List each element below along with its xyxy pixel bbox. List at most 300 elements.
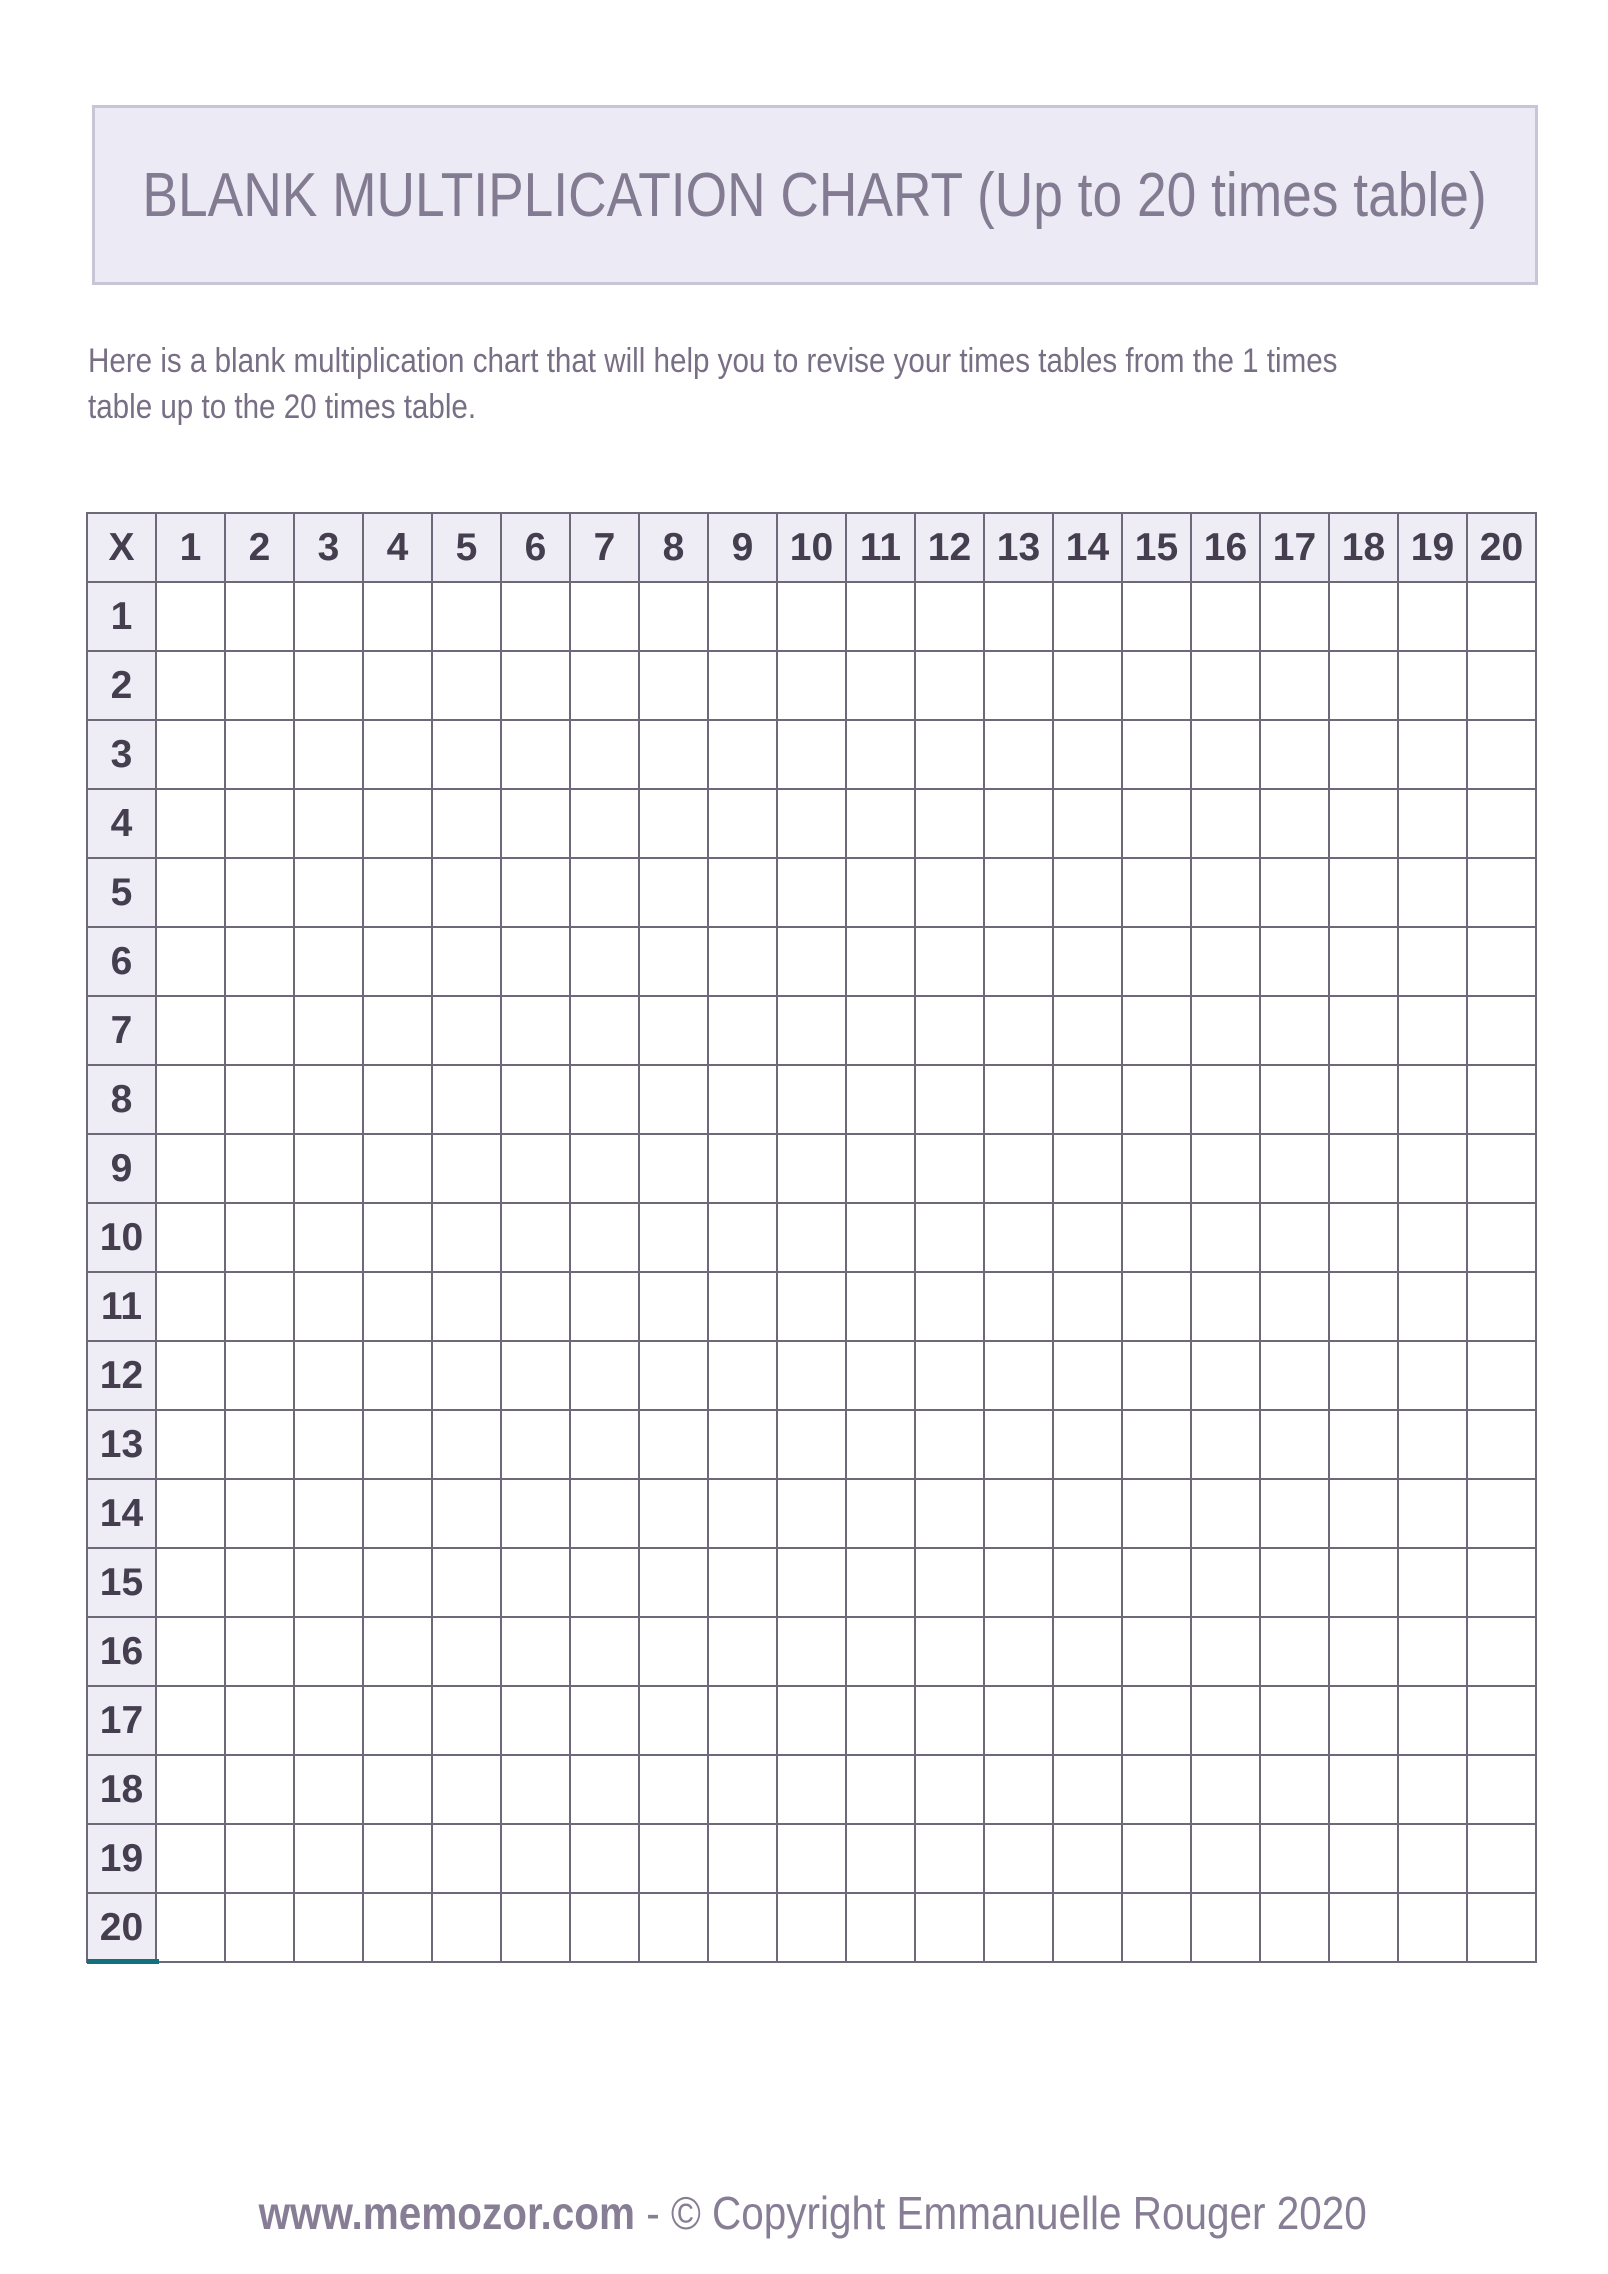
grid-cell bbox=[1053, 1686, 1122, 1755]
grid-cell bbox=[846, 1755, 915, 1824]
row-header-cell: 20 bbox=[87, 1893, 156, 1962]
grid-cell bbox=[363, 1479, 432, 1548]
grid-cell bbox=[570, 927, 639, 996]
grid-cell bbox=[639, 1755, 708, 1824]
grid-cell bbox=[1467, 1548, 1536, 1617]
grid-cell bbox=[984, 1893, 1053, 1962]
row-header-cell: 14 bbox=[87, 1479, 156, 1548]
grid-cell bbox=[294, 1410, 363, 1479]
grid-cell bbox=[1260, 1824, 1329, 1893]
grid-cell bbox=[1122, 720, 1191, 789]
grid-cell bbox=[363, 1893, 432, 1962]
grid-cell bbox=[846, 1824, 915, 1893]
footer-copyright: © Copyright Emmanuelle Rouger 2020 bbox=[671, 2187, 1368, 2239]
grid-cell bbox=[1329, 1824, 1398, 1893]
grid-cell bbox=[1260, 927, 1329, 996]
grid-cell bbox=[1260, 582, 1329, 651]
grid-cell bbox=[1398, 1755, 1467, 1824]
grid-cell bbox=[1191, 1134, 1260, 1203]
grid-cell bbox=[501, 1755, 570, 1824]
footer-site-text: www.memozor.com bbox=[258, 2187, 636, 2239]
grid-cell bbox=[708, 1203, 777, 1272]
grid-cell bbox=[225, 1893, 294, 1962]
grid-cell bbox=[294, 1548, 363, 1617]
grid-cell bbox=[708, 651, 777, 720]
grid-cell bbox=[363, 720, 432, 789]
grid-cell bbox=[639, 651, 708, 720]
footer-text bbox=[259, 2186, 1367, 2240]
grid-cell bbox=[1122, 1824, 1191, 1893]
grid-cell bbox=[915, 858, 984, 927]
col-header-cell: 9 bbox=[708, 513, 777, 582]
header-row bbox=[87, 513, 1536, 582]
grid-cell bbox=[363, 1617, 432, 1686]
grid-cell bbox=[1398, 582, 1467, 651]
table-row bbox=[87, 1272, 1536, 1341]
grid-cell bbox=[1260, 1893, 1329, 1962]
grid-cell bbox=[846, 1134, 915, 1203]
grid-cell bbox=[225, 1479, 294, 1548]
grid-cell bbox=[1329, 1203, 1398, 1272]
grid-cell bbox=[708, 1824, 777, 1893]
grid-cell bbox=[708, 789, 777, 858]
grid-cell bbox=[639, 1617, 708, 1686]
grid-cell bbox=[156, 1755, 225, 1824]
table-row bbox=[87, 720, 1536, 789]
grid-cell bbox=[777, 1203, 846, 1272]
grid-cell bbox=[570, 1065, 639, 1134]
grid-cell bbox=[915, 1065, 984, 1134]
col-header-cell: 14 bbox=[1053, 513, 1122, 582]
grid-cell bbox=[777, 1341, 846, 1410]
grid-cell bbox=[915, 1479, 984, 1548]
grid-cell bbox=[570, 789, 639, 858]
grid-cell bbox=[984, 1548, 1053, 1617]
grid-cell bbox=[1260, 720, 1329, 789]
grid-cell bbox=[363, 582, 432, 651]
grid-cell bbox=[570, 720, 639, 789]
grid-cell bbox=[432, 1548, 501, 1617]
grid-cell bbox=[1398, 651, 1467, 720]
row-header-cell: 12 bbox=[87, 1341, 156, 1410]
grid-cell bbox=[1053, 1272, 1122, 1341]
grid-cell bbox=[156, 1617, 225, 1686]
table-row bbox=[87, 1134, 1536, 1203]
grid-cell bbox=[1329, 789, 1398, 858]
row-header-cell: 17 bbox=[87, 1686, 156, 1755]
grid-cell bbox=[708, 858, 777, 927]
grid-cell bbox=[708, 720, 777, 789]
grid-cell bbox=[915, 789, 984, 858]
grid-cell bbox=[1398, 996, 1467, 1065]
grid-cell bbox=[225, 858, 294, 927]
grid-cell bbox=[639, 1272, 708, 1341]
grid-cell bbox=[777, 720, 846, 789]
grid-cell bbox=[1398, 1686, 1467, 1755]
col-header-cell: 4 bbox=[363, 513, 432, 582]
grid-cell bbox=[501, 1272, 570, 1341]
row-header-cell: 6 bbox=[87, 927, 156, 996]
grid-cell bbox=[639, 927, 708, 996]
grid-cell bbox=[432, 582, 501, 651]
grid-cell bbox=[1467, 1686, 1536, 1755]
grid-cell bbox=[915, 582, 984, 651]
grid-cell bbox=[432, 1410, 501, 1479]
grid-cell bbox=[1398, 1548, 1467, 1617]
page-title: BLANK MULTIPLICATION CHART (Up to 20 times table) bbox=[142, 160, 1488, 230]
grid-cell bbox=[225, 1617, 294, 1686]
table-row bbox=[87, 1617, 1536, 1686]
grid-cell bbox=[1398, 1272, 1467, 1341]
grid-cell bbox=[708, 996, 777, 1065]
grid-cell bbox=[1122, 1134, 1191, 1203]
row-header-cell: 18 bbox=[87, 1755, 156, 1824]
grid-cell bbox=[1191, 1755, 1260, 1824]
table-row bbox=[87, 1065, 1536, 1134]
grid-cell bbox=[777, 1410, 846, 1479]
grid-cell bbox=[1122, 1410, 1191, 1479]
grid-cell bbox=[846, 927, 915, 996]
grid-cell bbox=[1260, 1755, 1329, 1824]
grid-cell bbox=[570, 651, 639, 720]
grid-cell bbox=[915, 1548, 984, 1617]
grid-cell bbox=[846, 1341, 915, 1410]
grid-cell bbox=[294, 1065, 363, 1134]
grid-cell bbox=[1122, 1755, 1191, 1824]
grid-cell bbox=[1191, 1686, 1260, 1755]
col-header-cell: 19 bbox=[1398, 513, 1467, 582]
grid-cell bbox=[1398, 1065, 1467, 1134]
grid-cell bbox=[777, 582, 846, 651]
grid-cell bbox=[639, 1893, 708, 1962]
grid-cell bbox=[1260, 1065, 1329, 1134]
grid-cell bbox=[1191, 1410, 1260, 1479]
grid-cell bbox=[777, 789, 846, 858]
grid-cell bbox=[294, 996, 363, 1065]
grid-cell bbox=[225, 996, 294, 1065]
grid-cell bbox=[984, 996, 1053, 1065]
grid-cell bbox=[225, 651, 294, 720]
row-header-cell: 11 bbox=[87, 1272, 156, 1341]
col-header-cell: 3 bbox=[294, 513, 363, 582]
grid-cell bbox=[156, 1548, 225, 1617]
grid-cell bbox=[1329, 651, 1398, 720]
grid-cell bbox=[570, 1134, 639, 1203]
grid-cell bbox=[294, 1755, 363, 1824]
grid-cell bbox=[501, 996, 570, 1065]
intro-text bbox=[88, 338, 1524, 430]
table-row bbox=[87, 1548, 1536, 1617]
grid-cell bbox=[294, 1272, 363, 1341]
grid-cell bbox=[846, 858, 915, 927]
grid-cell bbox=[1467, 1134, 1536, 1203]
grid-cell bbox=[501, 1617, 570, 1686]
table-row bbox=[87, 1410, 1536, 1479]
grid-cell bbox=[432, 858, 501, 927]
grid-cell bbox=[1329, 1341, 1398, 1410]
grid-cell bbox=[639, 1824, 708, 1893]
grid-cell bbox=[984, 1686, 1053, 1755]
grid-cell bbox=[846, 1272, 915, 1341]
grid-cell bbox=[639, 1548, 708, 1617]
grid-cell bbox=[1329, 1548, 1398, 1617]
grid-cell bbox=[1053, 1479, 1122, 1548]
grid-cell bbox=[1053, 1824, 1122, 1893]
grid-cell bbox=[225, 720, 294, 789]
grid-cell bbox=[777, 996, 846, 1065]
grid-cell bbox=[294, 1617, 363, 1686]
grid-cell bbox=[1467, 1065, 1536, 1134]
grid-cell bbox=[432, 1617, 501, 1686]
grid-cell bbox=[1260, 858, 1329, 927]
grid-cell bbox=[984, 858, 1053, 927]
grid-cell bbox=[363, 1203, 432, 1272]
grid-cell bbox=[708, 582, 777, 651]
row-header-cell: 15 bbox=[87, 1548, 156, 1617]
grid-cell bbox=[915, 1134, 984, 1203]
grid-cell bbox=[984, 927, 1053, 996]
grid-cell bbox=[1122, 582, 1191, 651]
grid-cell bbox=[363, 1410, 432, 1479]
grid-cell bbox=[570, 1479, 639, 1548]
grid-cell bbox=[156, 1410, 225, 1479]
footer bbox=[86, 2186, 1540, 2240]
grid-cell bbox=[570, 1548, 639, 1617]
grid-cell bbox=[1467, 1410, 1536, 1479]
grid-cell bbox=[984, 720, 1053, 789]
grid-cell bbox=[294, 582, 363, 651]
grid-cell bbox=[1122, 1686, 1191, 1755]
grid-cell bbox=[1122, 1617, 1191, 1686]
intro-line-1: Here is a blank multiplication chart that will help you to revise your times tables from the 1 times bbox=[88, 342, 1338, 380]
grid-cell bbox=[156, 1203, 225, 1272]
grid-cell bbox=[984, 1203, 1053, 1272]
grid-cell bbox=[1053, 1065, 1122, 1134]
grid-cell bbox=[846, 1410, 915, 1479]
grid-cell bbox=[1053, 1617, 1122, 1686]
grid-cell bbox=[432, 1755, 501, 1824]
col-header-cell: 5 bbox=[432, 513, 501, 582]
col-header-cell: 10 bbox=[777, 513, 846, 582]
row-header-cell: 1 bbox=[87, 582, 156, 651]
grid-cell bbox=[1467, 858, 1536, 927]
grid-cell bbox=[1122, 1479, 1191, 1548]
grid-cell bbox=[225, 1203, 294, 1272]
footer-separator: - bbox=[646, 2187, 661, 2239]
grid-cell bbox=[570, 1686, 639, 1755]
col-header-cell: 7 bbox=[570, 513, 639, 582]
grid-cell bbox=[501, 1410, 570, 1479]
grid-cell bbox=[1329, 1272, 1398, 1341]
grid-cell bbox=[984, 582, 1053, 651]
grid-cell bbox=[915, 1755, 984, 1824]
grid-cell bbox=[1398, 1410, 1467, 1479]
grid-cell bbox=[501, 858, 570, 927]
grid-cell bbox=[984, 1824, 1053, 1893]
grid-cell bbox=[225, 1410, 294, 1479]
row-header-cell: 9 bbox=[87, 1134, 156, 1203]
grid-cell bbox=[570, 582, 639, 651]
grid-cell bbox=[777, 1065, 846, 1134]
grid-cell bbox=[846, 1479, 915, 1548]
grid-cell bbox=[570, 1824, 639, 1893]
grid-cell bbox=[984, 1617, 1053, 1686]
grid-cell bbox=[294, 1341, 363, 1410]
grid-cell bbox=[432, 996, 501, 1065]
grid-cell bbox=[846, 651, 915, 720]
row-header-cell: 5 bbox=[87, 858, 156, 927]
grid-cell bbox=[1329, 1686, 1398, 1755]
grid-cell bbox=[1467, 789, 1536, 858]
corner-cell: X bbox=[87, 513, 156, 582]
table-row bbox=[87, 927, 1536, 996]
grid-cell bbox=[1053, 582, 1122, 651]
grid-cell bbox=[570, 996, 639, 1065]
table-accent-underline bbox=[87, 1959, 159, 1964]
grid-cell bbox=[639, 1134, 708, 1203]
grid-cell bbox=[363, 1065, 432, 1134]
grid-cell bbox=[639, 1479, 708, 1548]
grid-cell bbox=[294, 858, 363, 927]
grid-cell bbox=[915, 1686, 984, 1755]
grid-cell bbox=[777, 651, 846, 720]
grid-cell bbox=[156, 1134, 225, 1203]
grid-cell bbox=[708, 1341, 777, 1410]
table-row bbox=[87, 858, 1536, 927]
grid-cell bbox=[1467, 927, 1536, 996]
grid-cell bbox=[501, 1548, 570, 1617]
grid-cell bbox=[915, 1341, 984, 1410]
grid-cell bbox=[1329, 1065, 1398, 1134]
grid-cell bbox=[915, 1893, 984, 1962]
grid-cell bbox=[225, 927, 294, 996]
grid-cell bbox=[777, 1755, 846, 1824]
grid-cell bbox=[1191, 651, 1260, 720]
grid-cell bbox=[1467, 1824, 1536, 1893]
grid-cell bbox=[1191, 582, 1260, 651]
grid-cell bbox=[570, 1341, 639, 1410]
grid-cell bbox=[1398, 1893, 1467, 1962]
row-header-cell: 19 bbox=[87, 1824, 156, 1893]
row-header-cell: 10 bbox=[87, 1203, 156, 1272]
grid-cell bbox=[363, 927, 432, 996]
grid-cell bbox=[432, 1065, 501, 1134]
grid-cell bbox=[1329, 1755, 1398, 1824]
grid-cell bbox=[846, 996, 915, 1065]
grid-cell bbox=[846, 1617, 915, 1686]
grid-cell bbox=[501, 582, 570, 651]
grid-cell bbox=[1398, 720, 1467, 789]
grid-cell bbox=[846, 1548, 915, 1617]
grid-cell bbox=[777, 1617, 846, 1686]
grid-cell bbox=[708, 1272, 777, 1341]
grid-cell bbox=[294, 1203, 363, 1272]
grid-cell bbox=[156, 858, 225, 927]
grid-cell bbox=[984, 1272, 1053, 1341]
grid-cell bbox=[1260, 1134, 1329, 1203]
grid-cell bbox=[639, 720, 708, 789]
grid-cell bbox=[225, 1686, 294, 1755]
grid-cell bbox=[225, 1548, 294, 1617]
grid-cell bbox=[570, 858, 639, 927]
grid-cell bbox=[1467, 1617, 1536, 1686]
grid-cell bbox=[1467, 996, 1536, 1065]
intro-line-2: table up to the 20 times table. bbox=[88, 388, 477, 426]
grid-cell bbox=[294, 1893, 363, 1962]
grid-cell bbox=[1398, 927, 1467, 996]
grid-cell bbox=[1191, 1617, 1260, 1686]
grid-cell bbox=[846, 582, 915, 651]
col-header-cell: 8 bbox=[639, 513, 708, 582]
grid-cell bbox=[915, 927, 984, 996]
grid-cell bbox=[1329, 996, 1398, 1065]
grid-cell bbox=[432, 1203, 501, 1272]
grid-cell bbox=[1122, 1272, 1191, 1341]
grid-cell bbox=[639, 996, 708, 1065]
grid-cell bbox=[225, 1341, 294, 1410]
grid-cell bbox=[1122, 996, 1191, 1065]
grid-cell bbox=[1467, 1893, 1536, 1962]
grid-cell bbox=[1122, 858, 1191, 927]
col-header-cell: 20 bbox=[1467, 513, 1536, 582]
grid-cell bbox=[1191, 1272, 1260, 1341]
grid-cell bbox=[1398, 858, 1467, 927]
table-row bbox=[87, 1479, 1536, 1548]
grid-cell bbox=[570, 1410, 639, 1479]
grid-cell bbox=[1191, 1824, 1260, 1893]
grid-cell bbox=[777, 927, 846, 996]
title-banner bbox=[92, 105, 1538, 285]
grid-cell bbox=[1398, 1479, 1467, 1548]
grid-cell bbox=[1191, 1341, 1260, 1410]
grid-cell bbox=[225, 1134, 294, 1203]
table-row bbox=[87, 1824, 1536, 1893]
grid-cell bbox=[1053, 1893, 1122, 1962]
grid-cell bbox=[1329, 927, 1398, 996]
grid-cell bbox=[1467, 1479, 1536, 1548]
grid-cell bbox=[156, 651, 225, 720]
grid-cell bbox=[1398, 789, 1467, 858]
grid-cell bbox=[708, 1548, 777, 1617]
grid-cell bbox=[846, 720, 915, 789]
grid-cell bbox=[1329, 720, 1398, 789]
grid-cell bbox=[984, 1134, 1053, 1203]
grid-cell bbox=[708, 927, 777, 996]
grid-cell bbox=[777, 858, 846, 927]
row-header-cell: 2 bbox=[87, 651, 156, 720]
grid-cell bbox=[156, 996, 225, 1065]
grid-cell bbox=[1053, 1410, 1122, 1479]
grid-cell bbox=[570, 1893, 639, 1962]
grid-cell bbox=[846, 1893, 915, 1962]
col-header-cell: 18 bbox=[1329, 513, 1398, 582]
grid-cell bbox=[432, 1134, 501, 1203]
grid-cell bbox=[1260, 1410, 1329, 1479]
grid-cell bbox=[432, 1341, 501, 1410]
table-row bbox=[87, 996, 1536, 1065]
row-header-cell: 3 bbox=[87, 720, 156, 789]
grid-cell bbox=[156, 1065, 225, 1134]
grid-cell bbox=[1053, 1134, 1122, 1203]
grid-cell bbox=[915, 651, 984, 720]
grid-cell bbox=[570, 1617, 639, 1686]
grid-cell bbox=[225, 1824, 294, 1893]
grid-cell bbox=[294, 789, 363, 858]
grid-cell bbox=[1467, 1755, 1536, 1824]
grid-cell bbox=[432, 1824, 501, 1893]
grid-cell bbox=[501, 1893, 570, 1962]
grid-cell bbox=[1053, 1341, 1122, 1410]
